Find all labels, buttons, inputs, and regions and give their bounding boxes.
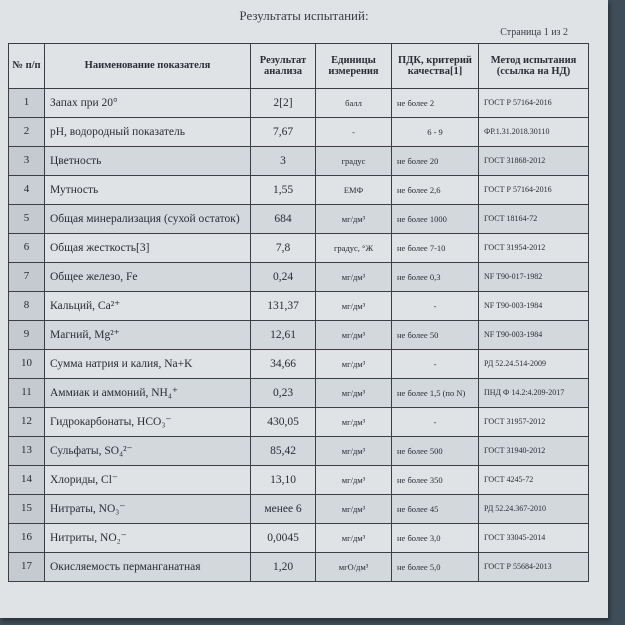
row-number: 3 (9, 147, 45, 176)
test-method: РД 52.24.367-2010 (479, 495, 589, 524)
analysis-result: 34,66 (251, 350, 316, 379)
measurement-unit: градус (316, 147, 392, 176)
measurement-unit: балл (316, 89, 392, 118)
indicator-name: Нитраты, NO₃⁻ (45, 495, 251, 524)
table-header-row (9, 44, 589, 89)
indicator-name: Мутность (45, 176, 251, 205)
analysis-result: 1,20 (251, 553, 316, 582)
measurement-unit: мг/дм³ (316, 350, 392, 379)
measurement-unit: мг/дм³ (316, 437, 392, 466)
test-method: ГОСТ 31954-2012 (479, 234, 589, 263)
quality-criterion: не более 0,3 (392, 263, 479, 292)
analysis-result: 0,24 (251, 263, 316, 292)
analysis-result: 1,55 (251, 176, 316, 205)
indicator-name: Цветность (45, 147, 251, 176)
analysis-result: 3 (251, 147, 316, 176)
table-row (9, 408, 589, 437)
test-method: ФР.1.31.2018.30110 (479, 118, 589, 147)
table-row (9, 495, 589, 524)
quality-criterion: не более 350 (392, 466, 479, 495)
measurement-unit: мг/дм³ (316, 466, 392, 495)
test-method: NF T90-003-1984 (479, 292, 589, 321)
table-row (9, 147, 589, 176)
table-row (9, 292, 589, 321)
table-row (9, 553, 589, 582)
test-method: ГОСТ Р 57164-2016 (479, 89, 589, 118)
measurement-unit: мг/дм³ (316, 292, 392, 321)
quality-criterion: не более 1,5 (по N) (392, 379, 479, 408)
analysis-result: 430,05 (251, 408, 316, 437)
quality-criterion: 6 - 9 (392, 118, 479, 147)
indicator-name: Сумма натрия и калия, Na+K (45, 350, 251, 379)
indicator-name: Нитриты, NO₂⁻ (45, 524, 251, 553)
indicator-name: Запах при 20° (45, 89, 251, 118)
quality-criterion: не более 20 (392, 147, 479, 176)
table-row (9, 350, 589, 379)
table-row (9, 205, 589, 234)
measurement-unit: мг/дм³ (316, 321, 392, 350)
row-number: 15 (9, 495, 45, 524)
column-header-number: № п/п (9, 44, 45, 89)
row-number: 9 (9, 321, 45, 350)
quality-criterion: не более 5,0 (392, 553, 479, 582)
analysis-result: 7,67 (251, 118, 316, 147)
measurement-unit: мг/дм³ (316, 524, 392, 553)
row-number: 8 (9, 292, 45, 321)
measurement-unit: градус, °Ж (316, 234, 392, 263)
row-number: 14 (9, 466, 45, 495)
quality-criterion: - (392, 292, 479, 321)
quality-criterion: - (392, 408, 479, 437)
test-method: ГОСТ 31940-2012 (479, 437, 589, 466)
indicator-name: Окисляемость перманганатная (45, 553, 251, 582)
analysis-result: 7,8 (251, 234, 316, 263)
test-method: РД 52.24.514-2009 (479, 350, 589, 379)
analysis-result: 2[2] (251, 89, 316, 118)
column-header-name: Наименование показателя (45, 44, 251, 89)
results-table (8, 43, 589, 582)
measurement-unit: мг/дм³ (316, 408, 392, 437)
quality-criterion: - (392, 350, 479, 379)
test-method: ГОСТ 4245-72 (479, 466, 589, 495)
quality-criterion: не более 3,0 (392, 524, 479, 553)
test-method: NF T90-017-1982 (479, 263, 589, 292)
quality-criterion: не более 500 (392, 437, 479, 466)
row-number: 17 (9, 553, 45, 582)
table-row (9, 379, 589, 408)
measurement-unit: ЕМФ (316, 176, 392, 205)
row-number: 6 (9, 234, 45, 263)
row-number: 1 (9, 89, 45, 118)
test-method: ГОСТ 33045-2014 (479, 524, 589, 553)
indicator-name: Общая жесткость[3] (45, 234, 251, 263)
test-method: ГОСТ Р 55684-2013 (479, 553, 589, 582)
quality-criterion: не более 50 (392, 321, 479, 350)
row-number: 12 (9, 408, 45, 437)
page-number: Страница 1 из 2 (500, 27, 568, 38)
table-row (9, 263, 589, 292)
indicator-name: Хлориды, Cl⁻ (45, 466, 251, 495)
analysis-result: 0,0045 (251, 524, 316, 553)
analysis-result: 0,23 (251, 379, 316, 408)
indicator-name: Аммиак и аммоний, NH₄⁺ (45, 379, 251, 408)
indicator-name: Кальций, Ca²⁺ (45, 292, 251, 321)
indicator-name: Общая минерализация (сухой остаток) (45, 205, 251, 234)
page-title: Результаты испытаний: (239, 8, 369, 23)
measurement-unit: мг/дм³ (316, 205, 392, 234)
quality-criterion: не более 2 (392, 89, 479, 118)
measurement-unit: мг/дм³ (316, 263, 392, 292)
test-method: ГОСТ 31957-2012 (479, 408, 589, 437)
test-method: ГОСТ 18164-72 (479, 205, 589, 234)
test-method: NF T90-003-1984 (479, 321, 589, 350)
row-number: 4 (9, 176, 45, 205)
row-number: 2 (9, 118, 45, 147)
table-row (9, 466, 589, 495)
analysis-result: 684 (251, 205, 316, 234)
measurement-unit: - (316, 118, 392, 147)
table-row (9, 89, 589, 118)
test-method: ГОСТ Р 57164-2016 (479, 176, 589, 205)
table-row (9, 321, 589, 350)
row-number: 7 (9, 263, 45, 292)
quality-criterion: не более 1000 (392, 205, 479, 234)
table-row (9, 118, 589, 147)
measurement-unit: мг/дм³ (316, 379, 392, 408)
test-method: ПНД Ф 14.2:4.209-2017 (479, 379, 589, 408)
indicator-name: Гидрокарбонаты, HCO₃⁻ (45, 408, 251, 437)
analysis-result: 13,10 (251, 466, 316, 495)
measurement-unit: мг/дм³ (316, 495, 392, 524)
analysis-result: 131,37 (251, 292, 316, 321)
column-header-unit: Единицы измерения (316, 44, 392, 89)
indicator-name: Сульфаты, SO₄²⁻ (45, 437, 251, 466)
table-row (9, 234, 589, 263)
analysis-result: 85,42 (251, 437, 316, 466)
column-header-result: Результат анализа (251, 44, 316, 89)
column-header-method: Метод испытания (ссылка на НД) (479, 44, 589, 89)
measurement-unit: мгО/дм³ (316, 553, 392, 582)
indicator-name: pH, водородный показатель (45, 118, 251, 147)
row-number: 10 (9, 350, 45, 379)
row-number: 5 (9, 205, 45, 234)
analysis-result: менее 6 (251, 495, 316, 524)
table-row (9, 176, 589, 205)
test-method: ГОСТ 31868-2012 (479, 147, 589, 176)
analysis-result: 12,61 (251, 321, 316, 350)
row-number: 16 (9, 524, 45, 553)
table-row (9, 437, 589, 466)
quality-criterion: не более 2,6 (392, 176, 479, 205)
quality-criterion: не более 7-10 (392, 234, 479, 263)
column-header-norm: ПДК, критерий качества[1] (392, 44, 479, 89)
indicator-name: Общее железо, Fe (45, 263, 251, 292)
indicator-name: Магний, Mg²⁺ (45, 321, 251, 350)
row-number: 11 (9, 379, 45, 408)
quality-criterion: не более 45 (392, 495, 479, 524)
row-number: 13 (9, 437, 45, 466)
table-row (9, 524, 589, 553)
